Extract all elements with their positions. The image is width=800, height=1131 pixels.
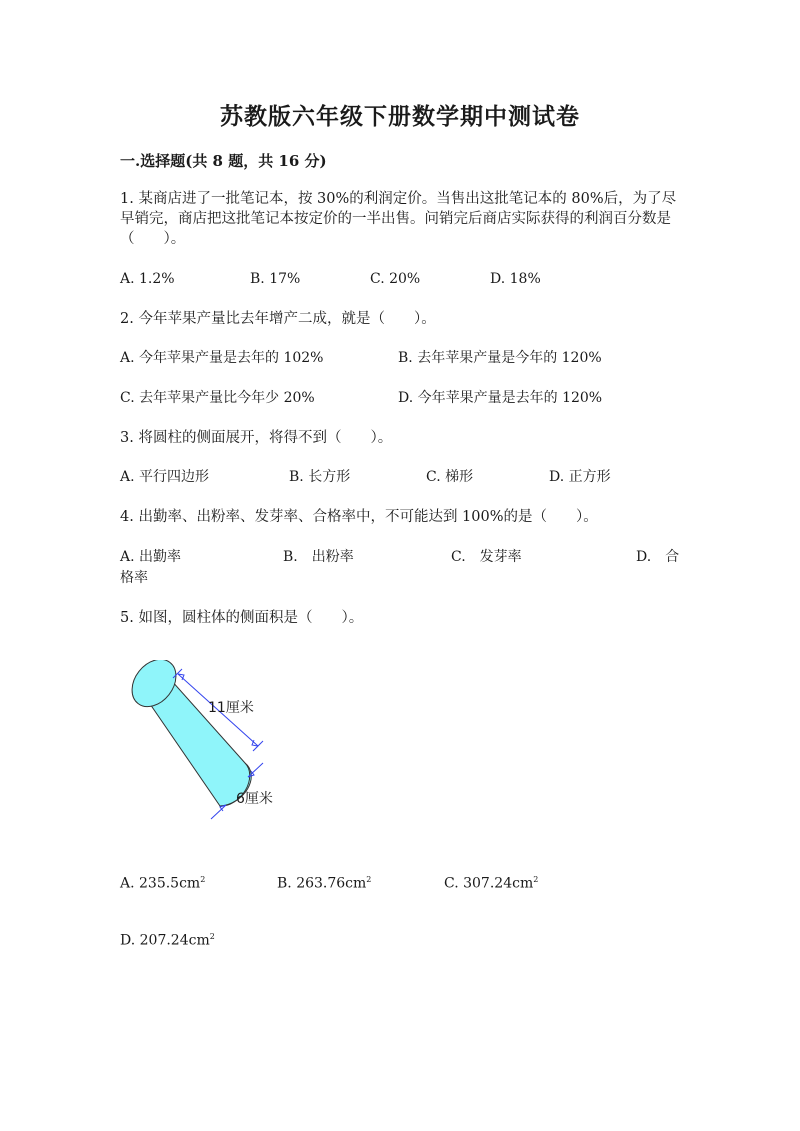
q5-option-c[interactable] [444,870,538,894]
unit-superscript: 2 [209,932,215,941]
unit-superscript: 2 [533,875,539,884]
cylinder-diagram [118,660,298,825]
q3-option-c[interactable]: C. 梯形 [426,469,474,485]
q5-option-b[interactable] [277,870,371,894]
q5-option-a[interactable] [120,870,205,894]
q4-option-c[interactable]: C. 发芽率 [451,549,522,565]
q5-option-d[interactable] [120,927,215,951]
q3-option-b[interactable]: B. 长方形 [289,469,351,485]
length-label: 11厘米 [208,700,254,716]
question-3: 3. 将圆柱的侧面展开，将得不到（ ）。 [120,430,393,446]
question-2: 2. 今年苹果产量比去年增产二成，就是（ ）。 [120,311,436,327]
unit-superscript: 2 [200,875,206,884]
q1-option-d[interactable]: D. 18% [490,271,541,287]
q4-option-b[interactable]: B. 出粉率 [283,549,354,565]
question-4: 4. 出勤率、出粉率、发芽率、合格率中，不可能达到 100%的是（ ）。 [120,509,598,525]
q1-option-c[interactable]: C. 20% [370,271,421,287]
q2-option-b[interactable]: B. 去年苹果产量是今年的 120% [398,350,602,366]
q4-option-d[interactable]: D. 合 [636,549,680,565]
section-heading: 一.选择题(共 8 题，共 16 分) [120,152,327,170]
q4-option-a[interactable]: A. 出勤率 [120,549,182,565]
unit-superscript: 2 [366,875,372,884]
q3-option-d[interactable]: D. 正方形 [549,469,611,485]
question-1: 1. 某商店进了一批笔记本，按 30%的利润定价。当售出这批笔记本的 80%后，为了尽早销完，商店把这批笔记本按定价的一半出售。问销完后商店实际获得的利润百分数是（ ）。 [120,191,677,247]
q2-option-a[interactable]: A. 今年苹果产量是去年的 102% [120,350,324,366]
q2-option-c[interactable]: C. 去年苹果产量比今年少 20% [120,390,315,406]
q1-option-b[interactable]: B. 17% [250,271,301,287]
page-title: 苏教版六年级下册数学期中测试卷 [220,103,580,130]
q4-option-d-continued: 格率 [120,570,148,586]
q5-option-a-text: A. 235.5cm [120,875,201,892]
q5-option-d-text: D. 207.24cm [120,932,210,949]
diameter-label: 6厘米 [236,791,273,807]
q5-option-c-text: C. 307.24cm [444,875,534,892]
question-5: 5. 如图，圆柱体的侧面积是（ ）。 [120,610,364,626]
q2-option-d[interactable]: D. 今年苹果产量是去年的 120% [398,390,603,406]
q1-option-a[interactable]: A. 1.2% [120,271,175,287]
q3-option-a[interactable]: A. 平行四边形 [120,469,210,485]
q5-option-b-text: B. 263.76cm [277,875,367,892]
